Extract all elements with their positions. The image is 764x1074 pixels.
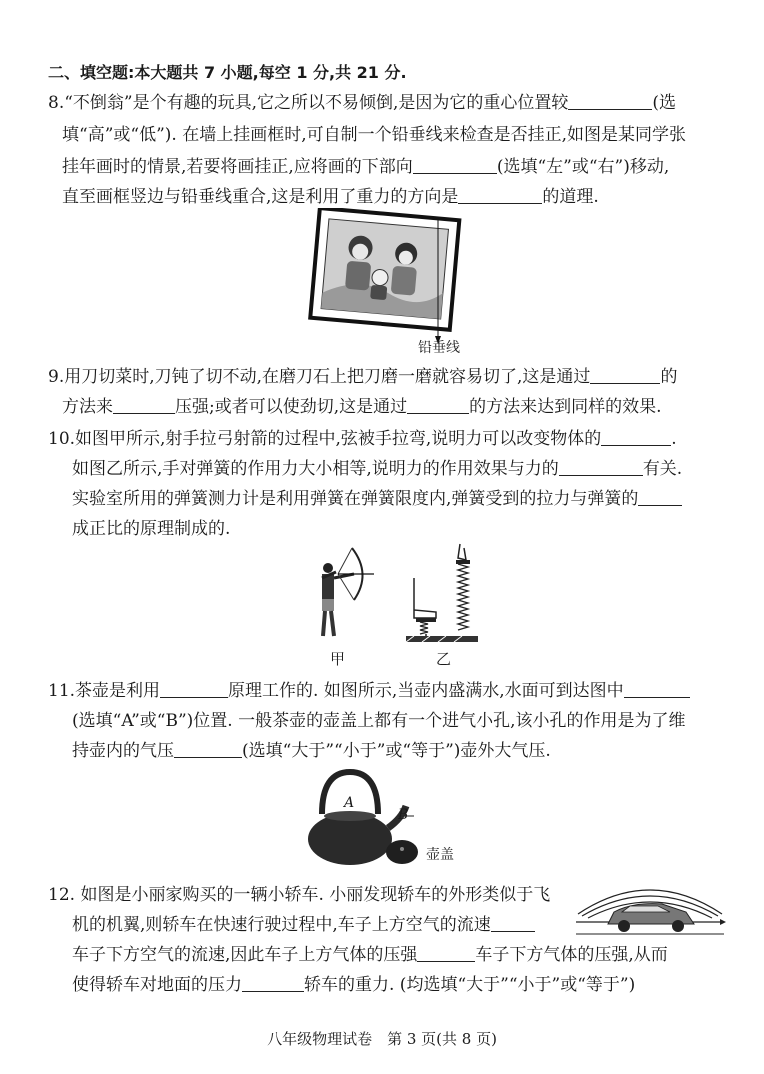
q11-text-3a: 持壶内的气压	[72, 741, 174, 761]
q9-text-1a: 9.用刀切菜时,刀钝了切不动,在磨刀石上把刀磨一磨就容易切了,这是通过	[48, 367, 591, 387]
q12-blank-3[interactable]	[242, 975, 304, 992]
q11-label-b: B	[398, 807, 409, 823]
q9-blank-1[interactable]	[590, 367, 660, 384]
q12-blank-2[interactable]	[417, 945, 475, 962]
q8-blank-3[interactable]	[458, 187, 542, 204]
q10-text-2b: 有关.	[642, 459, 683, 479]
q12-figure-car-airflow	[574, 874, 726, 940]
q8-text-4b: 的道理.	[542, 187, 599, 207]
q9-line-2	[62, 396, 662, 418]
section-title: 二、填空题:本大题共 7 小题,每空 1 分,共 21 分.	[48, 63, 407, 82]
q11-line-1	[48, 680, 690, 702]
q11-text-1b: 原理工作的. 如图所示,当壶内盛满水,水面可到达图中	[228, 681, 624, 701]
q8-text-1b: (选	[652, 93, 677, 113]
q8-figure-picture-frame	[300, 208, 472, 356]
q9-text-2c: 的方法来达到同样的效果.	[469, 397, 662, 417]
q10-blank-3[interactable]	[638, 489, 682, 506]
q9-text-1b: 的	[660, 367, 678, 387]
q10-figure-springs	[402, 542, 482, 644]
q11-blank-1[interactable]	[160, 681, 228, 698]
q10-text-2a: 如图乙所示,手对弹簧的作用力大小相等,说明力的作用效果与力的	[72, 459, 559, 479]
q12-text-4a: 使得轿车对地面的压力	[72, 975, 242, 995]
q10-text-1b: .	[671, 429, 677, 449]
q12-text-3a: 车子下方空气的流速,因此车子上方气体的压强	[72, 945, 418, 965]
q8-text-3b: (选填“左”或“右”)移动,	[496, 157, 670, 177]
q10-figure-a-label: 甲	[330, 650, 346, 668]
q8-text-3a: 挂年画时的情景,若要将画挂正,应将画的下部向	[62, 157, 413, 177]
q9-line-1	[48, 366, 677, 388]
q9-text-2b: 压强;或者可以使劲切,这是通过	[175, 397, 408, 417]
q10-text-1a: 10.如图甲所示,射手拉弓射箭的过程中,弦被手拉弯,说明力可以改变物体的	[48, 429, 602, 449]
q11-label-a: A	[344, 795, 355, 811]
q12-line-1: 12. 如图是小丽家购买的一辆小轿车. 小丽发现轿车的外形类似于飞	[48, 885, 551, 905]
q10-figure-archer	[308, 542, 380, 642]
q8-blank-1[interactable]	[568, 93, 652, 110]
q11-blank-3[interactable]	[174, 741, 242, 758]
q10-line-4: 成正比的原理制成的.	[72, 519, 231, 539]
q12-blank-1[interactable]	[491, 915, 535, 932]
q11-text-1a: 11.茶壶是利用	[48, 681, 161, 701]
q11-text-3b: (选填“大于”“小于”或“等于”)壶外大气压.	[242, 741, 551, 761]
q8-plumb-line-label: 铅垂线	[418, 340, 460, 356]
q10-line-1	[48, 428, 677, 450]
q12-text-4b: 轿车的重力. (均选填“大于”“小于”或“等于”)	[304, 975, 636, 995]
q9-blank-2[interactable]	[113, 397, 175, 414]
q10-line-2	[72, 458, 682, 480]
q12-line-4	[72, 974, 635, 996]
q10-blank-1[interactable]	[601, 429, 671, 446]
q12-line-2	[72, 914, 535, 936]
q12-text-3b: 车子下方气体的压强,从而	[475, 945, 668, 965]
q10-figure-b-label: 乙	[436, 650, 452, 668]
q8-line-2: 填“高”或“低”). 在墙上挂画框时,可自制一个铅垂线来检查是否挂正,如图是某同学张	[62, 125, 687, 145]
q8-blank-2[interactable]	[413, 157, 497, 174]
q12-text-2: 机的机翼,则轿车在快速行驶过程中,车子上方空气的流速	[72, 915, 491, 935]
q10-line-3	[72, 488, 682, 510]
q8-text-1a: 8.“不倒翁”是个有趣的玩具,它之所以不易倾倒,是因为它的重心位置较	[48, 93, 569, 113]
q8-text-4a: 直至画框竖边与铅垂线重合,这是利用了重力的方向是	[62, 187, 459, 207]
q8-line-4	[62, 186, 599, 208]
q11-blank-2[interactable]	[624, 681, 690, 698]
q9-text-2a: 方法来	[62, 397, 113, 417]
q11-lid-label: 壶盖	[426, 847, 454, 863]
q8-line-1	[48, 92, 676, 114]
q9-blank-3[interactable]	[407, 397, 469, 414]
q8-line-3	[62, 156, 669, 178]
q10-text-3: 实验室所用的弹簧测力计是利用弹簧在弹簧限度内,弹簧受到的拉力与弹簧的	[72, 489, 639, 509]
q11-line-3	[72, 740, 551, 762]
q10-blank-2[interactable]	[559, 459, 643, 476]
q11-line-2: (选填“A”或“B”)位置. 一般茶壶的壶盖上都有一个进气小孔,该小孔的作用是为了维	[72, 711, 686, 731]
page-footer: 八年级物理试卷 第 3 页(共 8 页)	[267, 1030, 497, 1048]
q12-line-3	[72, 944, 668, 966]
